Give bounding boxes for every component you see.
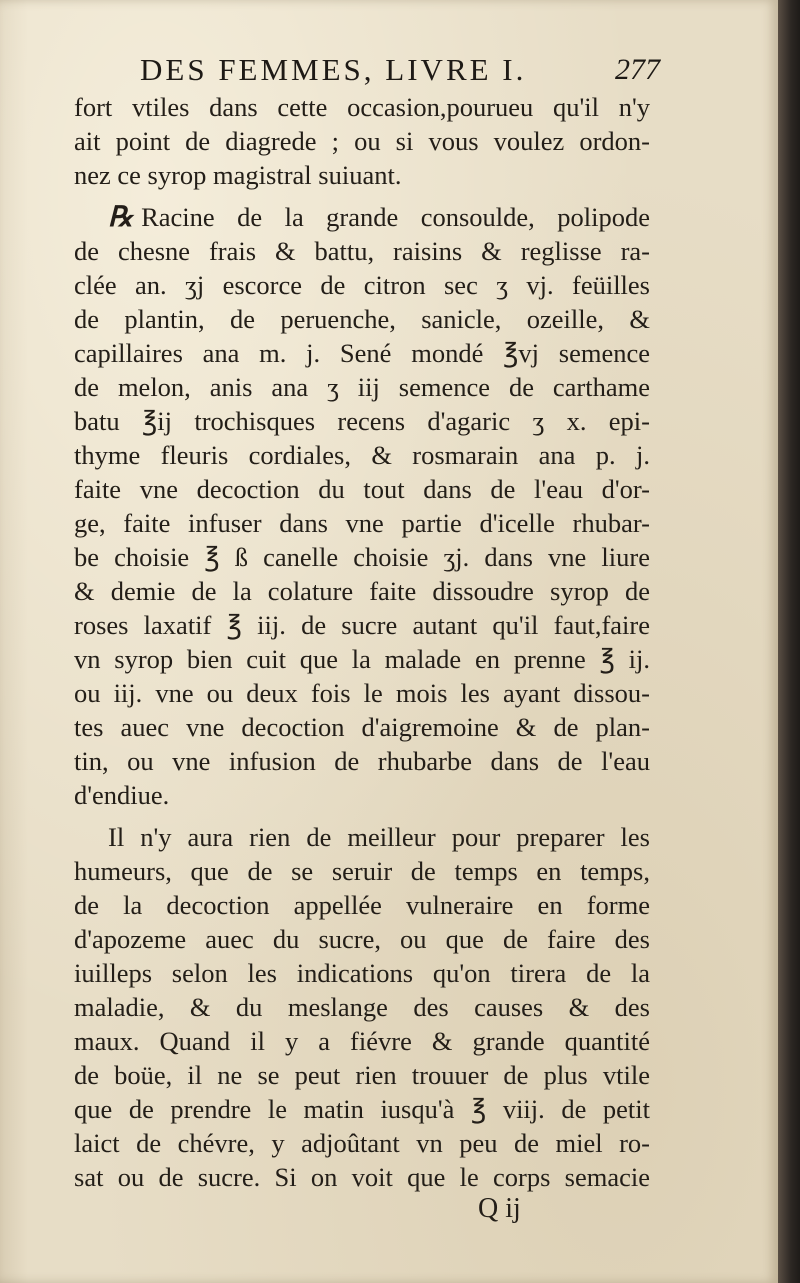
text-line: capillaires ana m. j. Sené mondé ℥vj semence <box>74 338 650 368</box>
text-line: ait point de diagrede ; ou si vous voulez ordon- <box>74 126 650 156</box>
text-line: iuilleps selon les indications qu'on tirera de la <box>74 958 650 988</box>
text-line: maux. Quand il y a fiévre & grande quantité <box>74 1026 650 1056</box>
text-line: d'apozeme auec du sucre, ou que de faire des <box>74 924 650 954</box>
text-line: sat ou de sucre. Si on voit que le corps semacie <box>74 1162 650 1192</box>
text-line: & demie de la colature faite dissoudre syrop de <box>74 576 650 606</box>
signature-mark: Q ij <box>478 1193 521 1224</box>
text-fragment: Racine de la grande consoulde, polipode <box>141 202 650 232</box>
text-line: ou iij. vne ou deux fois le mois les ayant dissou- <box>74 678 650 708</box>
text-line: roses laxatif ℥ iij. de sucre autant qu'il faut,faire <box>74 610 650 640</box>
text-line: batu ℥ij trochisques recens d'agaric ʒ x. epi- <box>74 406 650 436</box>
text-line: laict de chévre, y adjoûtant vn peu de miel ro- <box>74 1128 650 1158</box>
text-line: nez ce syrop magistral suiuant. <box>74 160 402 190</box>
text-line: be choisie ℥ ß canelle choisie ʒj. dans vne liure <box>74 542 650 572</box>
text-line: de chesne frais & battu, raisins & reglisse ra- <box>74 236 650 266</box>
text-line: clée an. ʒj escorce de citron sec ʒ vj. feüilles <box>74 270 650 300</box>
recipe-symbol: ℞ <box>108 202 134 233</box>
text-line: ge, faite infuser dans vne partie d'icelle rhubar- <box>74 508 650 538</box>
text-line: Il n'y aura rien de meilleur pour preparer les <box>108 822 650 852</box>
text-line: maladie, & du meslange des causes & des <box>74 992 650 1022</box>
text-line: de boüe, il ne se peut rien trouuer de plus vtile <box>74 1060 650 1090</box>
text-line: vn syrop bien cuit que la malade en prenne ℥ ij. <box>74 644 650 674</box>
text-line: tes auec vne decoction d'aigremoine & de plan- <box>74 712 650 742</box>
text-line: que de prendre le matin iusqu'à ℥ viij. de petit <box>74 1094 650 1124</box>
text-line <box>74 200 650 234</box>
book-gutter <box>778 0 800 1283</box>
running-title: DES FEMMES, LIVRE I. <box>140 52 527 87</box>
text-line: humeurs, que de se seruir de temps en temps, <box>74 856 650 886</box>
body-text <box>74 90 650 1194</box>
text-line: de la decoction appellée vulneraire en forme <box>74 890 650 920</box>
page-number: 277 <box>615 53 660 86</box>
text-line: faite vne decoction du tout dans de l'eau d'or- <box>74 474 650 504</box>
text-line: thyme fleuris cordiales, & rosmarain ana p. j. <box>74 440 650 470</box>
text-line: de plantin, de peruenche, sanicle, ozeille, & <box>74 304 650 334</box>
text-line: fort vtiles dans cette occasion,pourueu qu'il n'y <box>74 92 650 122</box>
text-line: tin, ou vne infusion de rhubarbe dans de l'eau <box>74 746 650 776</box>
page-header <box>140 50 660 90</box>
text-line: de melon, anis ana ʒ iij semence de carthame <box>74 372 650 402</box>
text-line: d'endiue. <box>74 780 170 810</box>
